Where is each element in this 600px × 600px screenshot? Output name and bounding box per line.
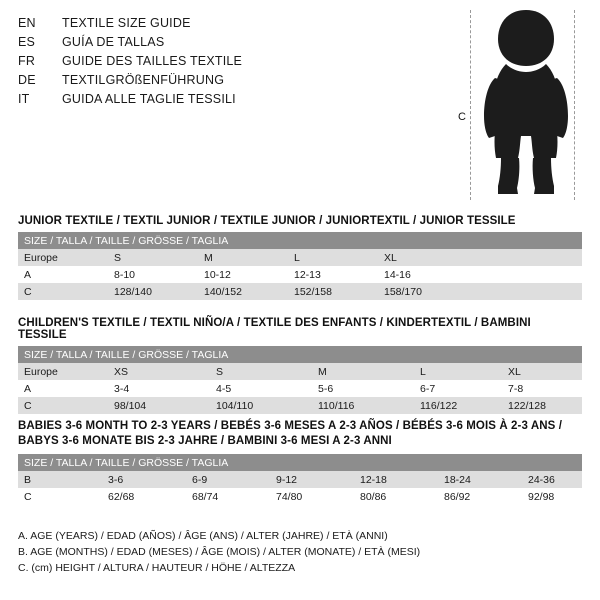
children-a-4: 7-8 bbox=[502, 380, 582, 397]
children-europe-3: L bbox=[414, 363, 502, 380]
junior-a-4 bbox=[468, 266, 582, 283]
junior-a-3: 14-16 bbox=[378, 266, 468, 283]
children-a-2: 5-6 bbox=[312, 380, 414, 397]
language-code-fr: FR bbox=[18, 54, 36, 68]
junior-europe-4 bbox=[468, 249, 582, 266]
title-it: GUIDA ALLE TAGLIE TESSILI bbox=[62, 92, 236, 106]
babies-c-5: 92/98 bbox=[522, 488, 582, 505]
babies-b-4: 18-24 bbox=[438, 471, 522, 488]
table-row bbox=[18, 488, 582, 505]
children-size-header: SIZE / TALLA / TAILLE / GRÖSSE / TAGLIA bbox=[18, 346, 582, 363]
legend-footnotes bbox=[18, 528, 578, 576]
babies-c-0: 62/68 bbox=[102, 488, 186, 505]
table-row bbox=[18, 380, 582, 397]
children-a-0: 3-4 bbox=[108, 380, 210, 397]
junior-europe-3: XL bbox=[378, 249, 468, 266]
header-row-de bbox=[18, 71, 438, 90]
children-c-3: 116/122 bbox=[414, 397, 502, 414]
guide-line-left bbox=[470, 10, 471, 200]
title-de: TEXTILGRÖßENFÜHRUNG bbox=[62, 73, 225, 87]
junior-a-2: 12-13 bbox=[288, 266, 378, 283]
measure-label-c: C bbox=[458, 111, 466, 123]
children-c-1: 104/110 bbox=[210, 397, 312, 414]
children-a-3: 6-7 bbox=[414, 380, 502, 397]
header-row-en bbox=[18, 14, 438, 33]
language-code-de: DE bbox=[18, 73, 36, 87]
babies-b-0: 3-6 bbox=[102, 471, 186, 488]
children-europe-1: S bbox=[210, 363, 312, 380]
children-europe-2: M bbox=[312, 363, 414, 380]
babies-b-2: 9-12 bbox=[270, 471, 354, 488]
babies-b-1: 6-9 bbox=[186, 471, 270, 488]
junior-europe-1: M bbox=[198, 249, 288, 266]
children-row-label-a: A bbox=[18, 380, 108, 397]
children-c-2: 110/116 bbox=[312, 397, 414, 414]
table-row bbox=[18, 283, 582, 300]
table-row bbox=[18, 266, 582, 283]
junior-c-4 bbox=[468, 283, 582, 300]
title-en: TEXTILE SIZE GUIDE bbox=[62, 16, 191, 30]
children-row-label-europe: Europe bbox=[18, 363, 108, 380]
children-europe-0: XS bbox=[108, 363, 210, 380]
table-row bbox=[18, 232, 582, 249]
children-a-1: 4-5 bbox=[210, 380, 312, 397]
table-row bbox=[18, 454, 582, 471]
babies-row-label-b: B bbox=[18, 471, 102, 488]
footnote-c: C. (cm) HEIGHT / ALTURA / HAUTEUR / HÖHE / ALTEZZA bbox=[18, 562, 296, 574]
babies-b-3: 12-18 bbox=[354, 471, 438, 488]
junior-a-0: 8-10 bbox=[108, 266, 198, 283]
table-babies bbox=[18, 454, 582, 505]
title-es: GUÍA DE TALLAS bbox=[62, 35, 165, 49]
babies-c-2: 74/80 bbox=[270, 488, 354, 505]
babies-c-3: 80/86 bbox=[354, 488, 438, 505]
section-title-children: CHILDREN'S TEXTILE / TEXTIL NIÑO/A / TEXTILE DES ENFANTS / KINDERTEXTIL / BAMBINI TESSILE bbox=[18, 317, 531, 341]
section-title-junior: JUNIOR TEXTILE / TEXTIL JUNIOR / TEXTILE JUNIOR / JUNIORTEXTIL / JUNIOR TESSILE bbox=[18, 215, 516, 227]
junior-a-1: 10-12 bbox=[198, 266, 288, 283]
language-code-it: IT bbox=[18, 92, 30, 106]
section-junior-textile bbox=[18, 215, 582, 300]
junior-europe-2: L bbox=[288, 249, 378, 266]
babies-size-header: SIZE / TALLA / TAILLE / GRÖSSE / TAGLIA bbox=[18, 454, 582, 471]
babies-c-1: 68/74 bbox=[186, 488, 270, 505]
junior-c-2: 152/158 bbox=[288, 283, 378, 300]
junior-row-label-c: C bbox=[18, 283, 108, 300]
junior-size-header: SIZE / TALLA / TAILLE / GRÖSSE / TAGLIA bbox=[18, 232, 582, 249]
junior-row-label-europe: Europe bbox=[18, 249, 108, 266]
language-code-es: ES bbox=[18, 35, 36, 49]
header-row-it bbox=[18, 90, 438, 109]
children-c-0: 98/104 bbox=[108, 397, 210, 414]
language-header bbox=[18, 14, 438, 109]
language-code-en: EN bbox=[18, 16, 36, 30]
header-row-es bbox=[18, 33, 438, 52]
footnote-b: B. AGE (MONTHS) / EDAD (MESES) / ÂGE (MOIS) / ALTER (MONATE) / ETÀ (MESI) bbox=[18, 546, 421, 558]
measurement-figure bbox=[448, 6, 588, 206]
table-row bbox=[18, 346, 582, 363]
children-europe-4: XL bbox=[502, 363, 582, 380]
table-junior bbox=[18, 232, 582, 300]
junior-europe-0: S bbox=[108, 249, 198, 266]
children-c-4: 122/128 bbox=[502, 397, 582, 414]
junior-c-1: 140/152 bbox=[198, 283, 288, 300]
babies-c-4: 86/92 bbox=[438, 488, 522, 505]
junior-row-label-a: A bbox=[18, 266, 108, 283]
table-row bbox=[18, 471, 582, 488]
children-row-label-c: C bbox=[18, 397, 108, 414]
footnote-a: A. AGE (YEARS) / EDAD (AÑOS) / ÂGE (ANS) / ALTER (JAHRE) / ETÀ (ANNI) bbox=[18, 530, 388, 542]
junior-c-0: 128/140 bbox=[108, 283, 198, 300]
table-row bbox=[18, 249, 582, 266]
junior-c-3: 158/170 bbox=[378, 283, 468, 300]
section-title-babies: BABIES 3-6 MONTH TO 2-3 YEARS / BEBÉS 3-6 MESES A 2-3 AÑOS / BÉBÉS 3-6 MOIS À 2-3 ANS / BABYS 3-6 MONATE BIS 2-3 JAHRE / BAMBINI 3-6 MESI A 2-3 ANNI bbox=[18, 420, 562, 447]
table-row bbox=[18, 363, 582, 380]
header-row-fr bbox=[18, 52, 438, 71]
toddler-silhouette-icon bbox=[476, 8, 576, 198]
table-row bbox=[18, 397, 582, 414]
section-babies-textile bbox=[18, 419, 582, 505]
section-children-textile bbox=[18, 317, 582, 414]
babies-b-5: 24-36 bbox=[522, 471, 582, 488]
title-fr: GUIDE DES TAILLES TEXTILE bbox=[62, 54, 243, 68]
babies-row-label-c: C bbox=[18, 488, 102, 505]
table-children bbox=[18, 346, 582, 414]
